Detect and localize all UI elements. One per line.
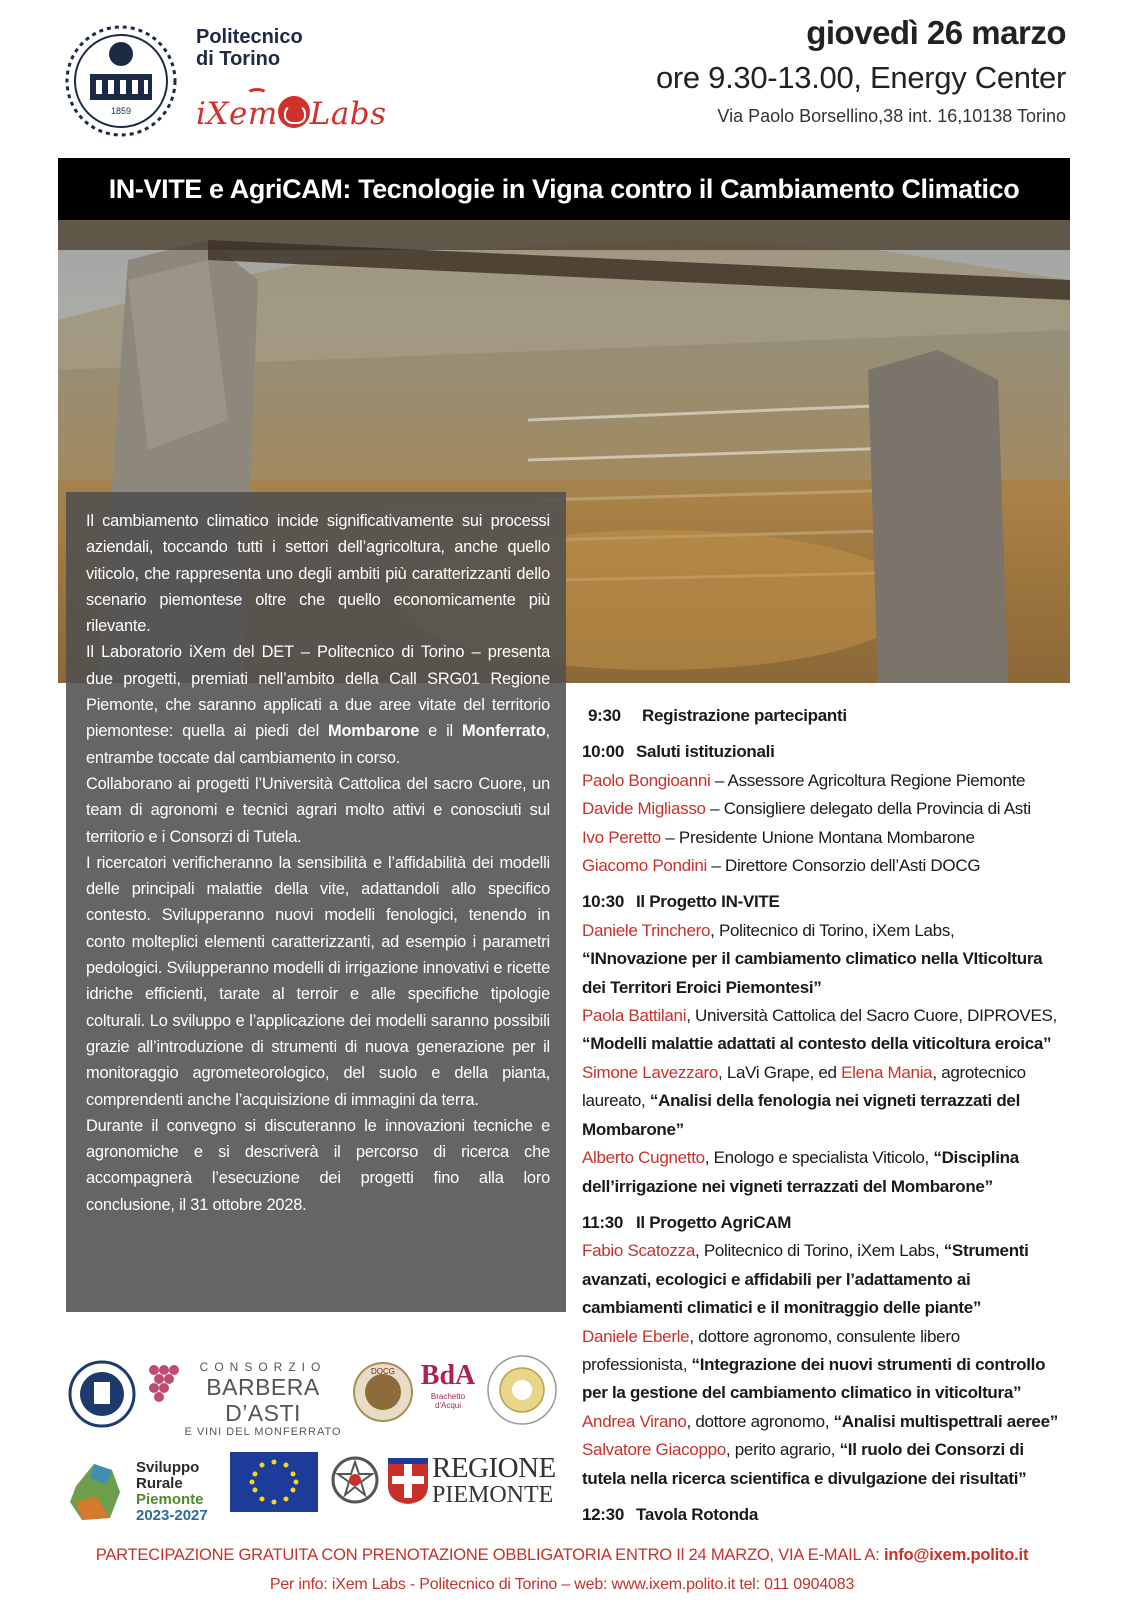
description-p2-end: , entrambe toccate dal cambiamento in corso. — [86, 722, 550, 767]
program-schedule — [582, 702, 1062, 1529]
talk-title: “Analisi della fenologia nei vigneti terrazzati del Mombarone” — [582, 1091, 1021, 1139]
speaker-item — [582, 852, 1062, 880]
talk-title: “Integrazione dei nuovi strumenti di controllo per la gestione del cambiamento climatico in viticoltura” — [582, 1354, 1046, 1403]
psr-line4: 2023-2027 — [136, 1507, 208, 1524]
speaker-affiliation: , Università Cattolica del Sacro Cuore, DIPROVES, — [686, 1006, 1057, 1026]
description-p2-text: Il Laboratorio iXem del DET – Politecnico di Torino – presenta due progetti, premiati nell’ambito della Call SRG01 Regione Piemonte, che saranno applicati a due aree vitate del territorio piemontese: quella ai piedi del — [86, 643, 550, 741]
piemonte-shield-icon — [386, 1456, 430, 1506]
speaker-name: Simone Lavezzaro — [582, 1062, 718, 1082]
speaker-affiliation: , dottore agronomo, — [686, 1411, 834, 1431]
regione-line1: REGIONE — [432, 1452, 556, 1484]
speaker-item — [582, 1002, 1062, 1030]
slot-time: 12:30 — [582, 1504, 624, 1524]
description-paragraph-1: Il cambiamento climatico incide significativamente sui processi aziendali, toccando tutti i settori dell’agricoltura, anche quello viticolo, che rappresenta uno degli ambiti più caratterizzanti dello scenario piemontese oltre che quello economicamente più rilevante. — [86, 512, 550, 636]
speaker-item — [582, 1144, 1062, 1201]
description-paragraph-3: Collaborano ai progetti l’Università Cattolica del sacro Cuore, un team di agronomi e tecnici agrari molto attivi e conosciuti sul territorio e i Consorzi di Tutela. — [86, 774, 550, 846]
description-paragraph-2 — [86, 639, 550, 770]
psr-line1: Sviluppo — [136, 1459, 200, 1476]
talk-title: “Analisi multispettrali aeree” — [833, 1411, 1058, 1431]
speaker-name: Andrea Virano — [582, 1411, 687, 1431]
slot-title: Saluti istituzionali — [636, 742, 775, 762]
italian-republic-emblem — [330, 1452, 380, 1512]
registration-note — [0, 1546, 1124, 1565]
contact-info: Per info: iXem Labs - Politecnico di Torino – web: www.ixem.polito.it tel: 011 0904083 — [269, 1576, 855, 1593]
consorzio-barbera-logo — [178, 1360, 348, 1438]
speaker-name: Fabio Scatozza — [582, 1241, 695, 1261]
speaker-affiliation: , perito agrario, — [725, 1440, 840, 1460]
event-address: Via Paolo Borsellino,38 int. 16,10138 Torino — [717, 106, 1066, 126]
speaker-item — [582, 1323, 1062, 1408]
talk-title: “Disciplina dell’irrigazione nei vigneti terrazzati del Mombarone” — [582, 1148, 1019, 1196]
slot-title: Il Progetto IN-VITE — [636, 892, 780, 912]
description-monferrato: Monferrato — [462, 722, 546, 741]
slot-time: 10:30 — [582, 892, 624, 912]
description-panel — [66, 492, 566, 1312]
speaker-role: – Presidente Unione Montana Mombarone — [660, 827, 975, 847]
eu-flag-icon — [230, 1452, 318, 1512]
program-slot-registration — [582, 702, 1062, 730]
speaker-role: – Consigliere delegato della Provincia di Asti — [705, 799, 1031, 819]
speaker-name: Alberto Cugnetto — [582, 1148, 705, 1168]
slot-time: 11:30 — [582, 1212, 624, 1232]
description-paragraph-4: I ricercatori verificheranno la sensibilità e l’affidabilità dei modelli delle principali malattie della vite, adattandoli allo specifico contesto. Svilupperanno nuovi modelli fenologici, tenendo in conto molteplici elementi caratterizzanti, ad esempio i parametri pedologici. Svilupperanno modelli di irrigazione innovativi e ricette idriche efficienti, tarate al terroir e alle specifiche tipologie colturali. Lo sviluppo e l’applicazione dei modelli saranno possibili grazie all’introduzione di strumenti di nuova generazione per il monitoraggio agrometeorologico, del suolo e della pianta, comprendenti anche l’acquisizione di immagini da terra. — [86, 853, 550, 1109]
politecnico-seal-logo — [60, 24, 182, 138]
speaker-affiliation: , dottore agronomo, consulente libero professionista, — [582, 1326, 960, 1374]
program-slot-agricam — [582, 1209, 1062, 1237]
docg-label: DOCG — [371, 1367, 395, 1376]
speaker-affiliation: , LaVi Grape, ed — [718, 1062, 842, 1082]
regione-piemonte-logo — [432, 1454, 556, 1508]
speaker-name: Daniele Eberle — [582, 1326, 690, 1346]
partner-logos-row-1 — [66, 1346, 566, 1446]
bda-subtext: Brachetto d'Acqui — [430, 1392, 466, 1410]
speaker-affiliation: , Politecnico di Torino, iXem Labs, — [694, 1241, 944, 1261]
psr-line2: Rurale — [136, 1475, 183, 1492]
speaker-role: – Assessore Agricoltura Regione Piemonte — [710, 770, 1026, 790]
event-title: IN-VITE e AgriCAM: Tecnologie in Vigna contro il Cambiamento Climatico — [58, 158, 1070, 220]
speaker-name: Giacomo Pondini — [582, 856, 707, 876]
sviluppo-rurale-map-icon — [66, 1456, 126, 1526]
speaker-item — [582, 1408, 1062, 1436]
speaker-item — [582, 795, 1062, 823]
speaker-affiliation: , agrotecnico laureato, — [582, 1062, 1026, 1111]
consorzio-line3: E VINI DEL MONFERRATO — [184, 1426, 342, 1438]
ixem-labs-logo — [196, 96, 387, 132]
speaker-name: Paola Battilani — [582, 1006, 687, 1026]
speaker-affiliation: , Enologo e specialista Viticolo, — [704, 1148, 934, 1168]
slot-title: Il Progetto AgriCAM — [636, 1212, 792, 1232]
ixem-logo-text-a: iXem — [196, 96, 278, 132]
speaker-item — [582, 767, 1062, 795]
slot-title: Registrazione partecipanti — [642, 706, 847, 725]
speaker-name: Daniele Trinchero — [582, 920, 711, 940]
consorzio-line2: BARBERA D’ASTI — [206, 1374, 320, 1426]
university-name — [196, 26, 303, 70]
description-paragraph-5: Durante il convegno si discuteranno le innovazioni tecniche e agronomiche e si descriverà il percorso di ricerca che accompagnerà l’esecuzione dei progetti fino alla loro conclusione, il 31 ottobre 2028. — [86, 1116, 550, 1214]
sviluppo-rurale-text — [136, 1460, 208, 1524]
description-p2-join: e il — [419, 722, 463, 741]
regione-line2: PIEMONTE — [432, 1482, 554, 1508]
speaker-name: Paolo Bongioanni — [582, 770, 711, 790]
university-name-line1: Politecnico — [196, 26, 303, 48]
talk-title: “Modelli malattie adattati al contesto della viticoltura eroica” — [582, 1034, 1052, 1054]
speaker-name: Salvatore Giacoppo — [582, 1440, 726, 1460]
docg-seal-logo — [352, 1356, 414, 1428]
program-slot-roundtable — [582, 1501, 1062, 1529]
university-name-line2: di Torino — [196, 48, 281, 70]
psr-line3: Piemonte — [136, 1491, 204, 1508]
speaker-name: Davide Migliasso — [582, 799, 706, 819]
speaker-affiliation: , Politecnico di Torino, iXem Labs, — [710, 920, 955, 940]
speaker-item — [582, 824, 1062, 852]
speaker-role: – Direttore Consorzio dell’Asti DOCG — [706, 856, 981, 876]
slot-time: 10:00 — [582, 742, 624, 762]
speaker-name: Ivo Peretto — [582, 827, 661, 847]
talk-title: “Strumenti avanzati, ecologici e affidabili per l’adattamento ai cambiamenti climatici e il monitraggio delle piante” — [582, 1241, 1029, 1318]
speaker-item — [582, 1237, 1062, 1322]
event-time-place: ore 9.30-13.00, Energy Center — [655, 60, 1066, 95]
description-mombarone: Mombarone — [328, 722, 420, 741]
grape-icon — [146, 1362, 180, 1406]
slot-time: 9:30 — [588, 706, 621, 725]
bda-logo — [420, 1360, 476, 1410]
event-date: giovedì 26 marzo — [806, 14, 1066, 51]
volleyball-icon — [278, 96, 310, 128]
ixem-logo-text-b: Labs — [309, 96, 387, 132]
seal-year: 1859 — [110, 106, 132, 116]
contact-email-link[interactable]: info@ixem.polito.it — [883, 1546, 1029, 1564]
consorzio-tutela-seal-logo — [486, 1354, 558, 1426]
program-slot-greetings — [582, 738, 1062, 766]
speaker-name: Elena Mania — [841, 1062, 933, 1082]
cattolica-university-logo — [68, 1360, 136, 1428]
speaker-item — [582, 917, 1062, 945]
consorzio-line1: CONSORZIO — [199, 1360, 327, 1374]
program-slot-invite — [582, 888, 1062, 916]
speaker-item — [582, 1436, 1062, 1493]
registration-text: PARTECIPAZIONE GRATUITA CON PRENOTAZIONE OBBLIGATORIA ENTRO Il 24 MARZO, VIA E-MAIL A: — [95, 1546, 884, 1564]
speaker-item — [582, 1059, 1062, 1144]
talk-title: “INnovazione per il cambiamento climatico nella VIticoltura dei Territori Eroici Piemontesi” — [582, 949, 1043, 997]
talk-title: “Il ruolo dei Consorzi di tutela nella ricerca scientifica e divulgazione dei risultati” — [582, 1440, 1027, 1488]
bda-text: BdA — [420, 1360, 476, 1391]
slot-title: Tavola Rotonda — [636, 1504, 759, 1524]
